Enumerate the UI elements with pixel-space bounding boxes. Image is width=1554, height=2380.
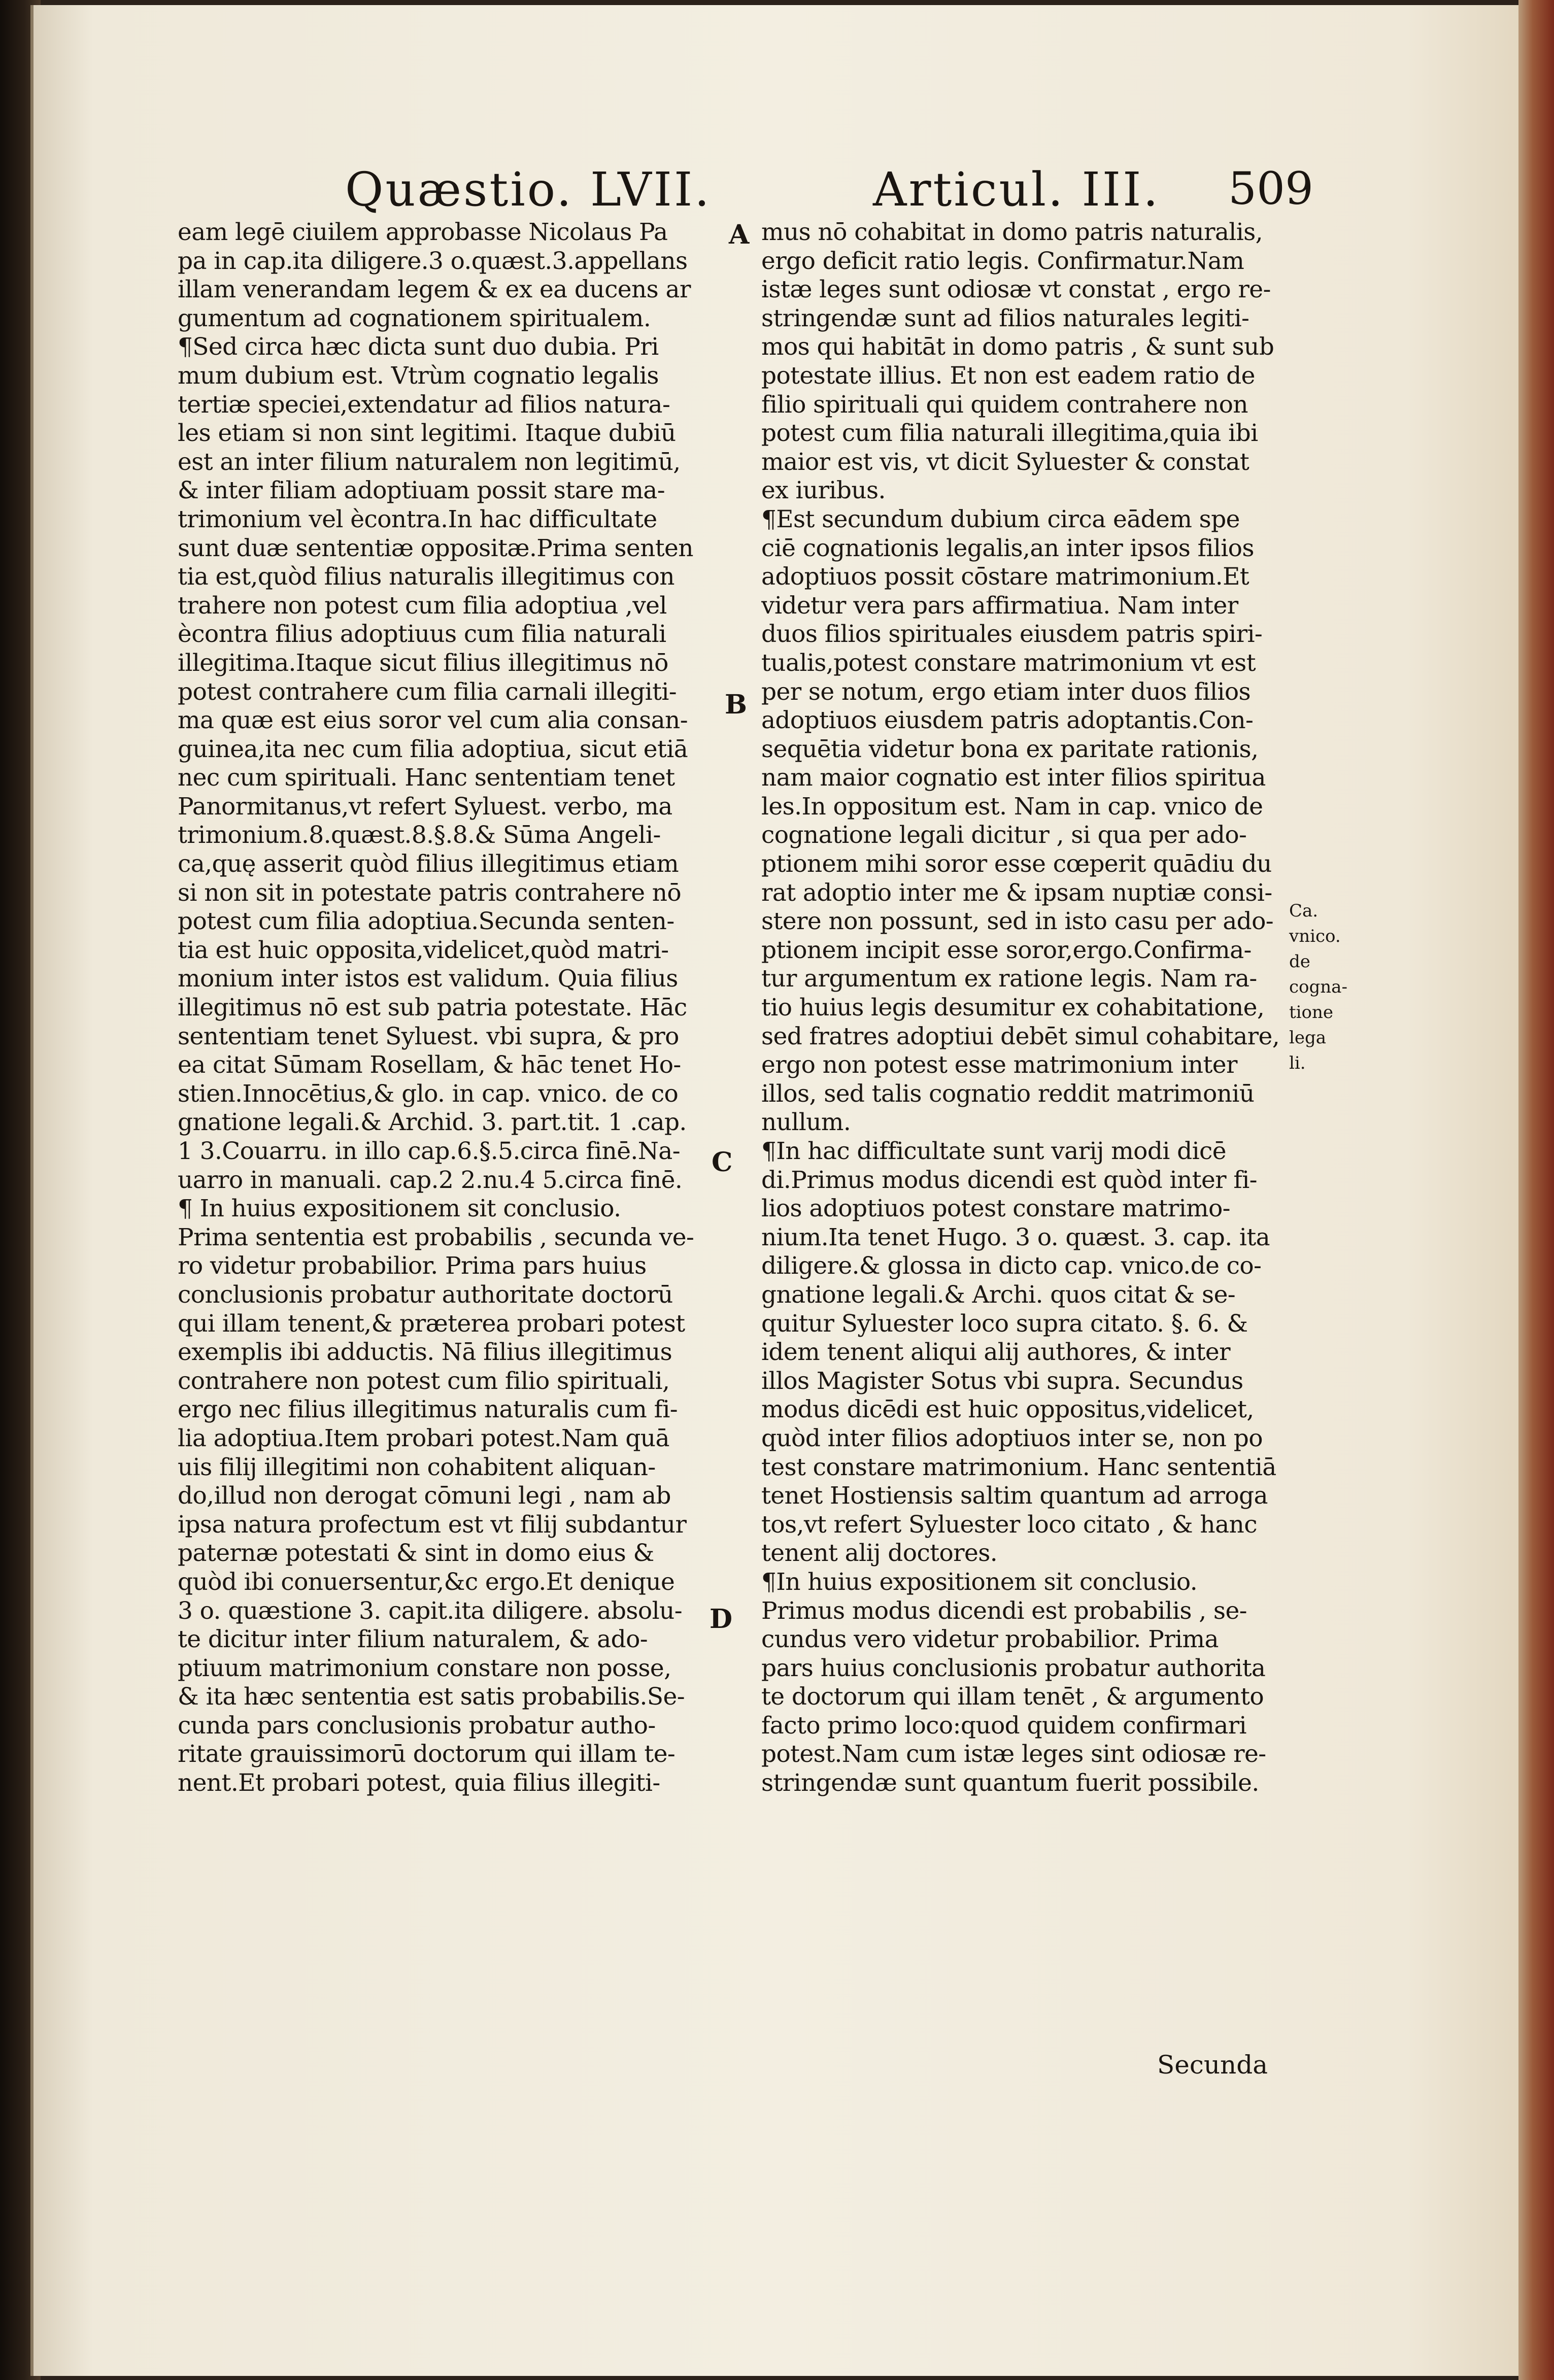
text-line: ex iuribus.: [761, 477, 886, 505]
text-line: tia est huic opposita,videlicet,quòd matri-: [178, 936, 669, 964]
text-line: sequētia videtur bona ex paritate rationis,: [761, 735, 1259, 763]
text-line: & inter filiam adoptiuam possit stare ma-: [178, 477, 665, 505]
text-line: ipsa natura profectum est vt filij subdantur: [178, 1510, 687, 1539]
text-line: est an inter filium naturalem non legitimū,: [178, 448, 681, 476]
text-line: si non sit in potestate patris contrahere nō: [178, 878, 682, 907]
marginal-line: de cogna-: [1289, 951, 1347, 997]
text-line: modus dicēdi est huic oppositus,videlicet,: [761, 1396, 1254, 1424]
text-line: gumentum ad cognationem spiritualem.: [178, 304, 651, 332]
text-line: lios adoptiuos potest constare matrimo-: [761, 1195, 1230, 1223]
text-line: tenent alij doctores.: [761, 1539, 998, 1568]
text-line: ea citat Sūmam Rosellam, & hāc tenet Ho-: [178, 1051, 681, 1079]
text-line: cognatione legali dicitur , si qua per ado-: [761, 821, 1247, 849]
text-line: ro videtur probabilior. Prima pars huius: [178, 1252, 647, 1280]
text-line: lia adoptiua.Item probari potest.Nam quā: [178, 1424, 669, 1452]
text-line: Prima sententia est probabilis , secunda ve-: [178, 1223, 694, 1251]
text-line: contrahere non potest cum filio spirituali,: [178, 1367, 670, 1395]
text-line: rat adoptio inter me & ipsam nuptiæ consi-: [761, 878, 1272, 907]
text-line: stringendæ sunt quantum fuerit possibile.: [761, 1769, 1259, 1797]
text-line: do,illud non derogat cōmuni legi , nam ab: [178, 1482, 671, 1510]
text-line: nec cum spirituali. Hanc sententiam tenet: [178, 764, 675, 792]
text-line: per se notum, ergo etiam inter duos filios: [761, 677, 1251, 706]
text-line: te dicitur inter filium naturalem, & ado-: [178, 1625, 648, 1654]
text-line: videtur vera pars affirmatiua. Nam inter: [761, 591, 1238, 620]
text-line: gnatione legali.& Archid. 3. part.tit. 1 .cap.: [178, 1108, 687, 1137]
text-line: ma quæ est eius soror vel cum alia consan-: [178, 706, 688, 735]
text-line: monium inter istos est validum. Quia filius: [178, 965, 678, 993]
section-marker-b: B: [725, 689, 747, 720]
text-line: exemplis ibi adductis. Nā filius illegitimus: [178, 1338, 672, 1367]
text-line: tualis,potest constare matrimonium vt est: [761, 649, 1256, 677]
text-line: ¶Sed circa hæc dicta sunt duo dubia. Pri: [178, 333, 659, 361]
text-line: illos Magister Sotus vbi supra. Secundus: [761, 1367, 1243, 1395]
text-line: 3 o. quæstione 3. capit.ita diligere. absolu-: [178, 1596, 682, 1625]
text-line: uarro in manuali. cap.2 2.nu.4 5.circa finē.: [178, 1166, 683, 1194]
marginal-note: [1289, 898, 1360, 1076]
text-line: quòd ibi conuersentur,&c ergo.Et denique: [178, 1568, 675, 1596]
text-line: stien.Innocētius,& glo. in cap. vnico. de co: [178, 1079, 679, 1108]
text-line: mum dubium est. Vtrùm cognatio legalis: [178, 361, 659, 390]
text-line: quòd inter filios adoptiuos inter se, non po: [761, 1424, 1263, 1452]
right-text-column: [761, 218, 1294, 1798]
text-line: ca,quę asserit quòd filius illegitimus etiam: [178, 850, 679, 878]
text-line: potest cum filia naturali illegitima,quia ibi: [761, 419, 1258, 448]
text-line: mos qui habitāt in domo patris , & sunt sub: [761, 333, 1274, 361]
text-line: cunda pars conclusionis probatur autho-: [178, 1711, 656, 1740]
page-number: 509: [1228, 162, 1313, 215]
text-line: paternæ potestati & sint in domo eius &: [178, 1539, 654, 1568]
text-line: istæ leges sunt odiosæ vt constat , ergo re-: [761, 276, 1271, 304]
header-question: Quæstio. LVII.: [345, 162, 712, 217]
text-line: conclusionis probatur authoritate doctorū: [178, 1280, 673, 1309]
text-line: ritate grauissimorū doctorum qui illam te-: [178, 1740, 675, 1769]
text-line: trimonium.8.quæst.8.§.8.& Sūma Angeli-: [178, 821, 661, 849]
text-line: sunt duæ sententiæ oppositæ.Prima senten: [178, 534, 693, 562]
text-line: illegitima.Itaque sicut filius illegitimus nō: [178, 649, 668, 677]
text-line: uis filij illegitimi non cohabitent aliquan-: [178, 1453, 656, 1481]
text-line: trimonium vel ècontra.In hac difficultate: [178, 505, 657, 533]
text-line: ptionem incipit esse soror,ergo.Confirma-: [761, 936, 1252, 964]
text-line: guinea,ita nec cum filia adoptiua, sicut etiā: [178, 735, 688, 763]
text-line: ciē cognationis legalis,an inter ipsos filios: [761, 534, 1254, 562]
text-line: idem tenent aliqui alij authores, & inter: [761, 1338, 1231, 1367]
text-line: cundus vero videtur probabilior. Prima: [761, 1625, 1219, 1654]
text-line: ¶In huius expositionem sit conclusio.: [761, 1568, 1198, 1596]
text-line: facto primo loco:quod quidem confirmari: [761, 1711, 1246, 1740]
text-line: tertiæ speciei,extendatur ad filios natura-: [178, 390, 670, 419]
text-line: ptionem mihi soror esse cœperit quādiu du: [761, 850, 1272, 878]
text-line: sed fratres adoptiui debēt simul cohabitare,: [761, 1022, 1280, 1050]
text-line: ècontra filius adoptiuus cum filia naturali: [178, 620, 666, 649]
text-line: Primus modus dicendi est probabilis , se-: [761, 1596, 1247, 1625]
text-line: ergo nec filius illegitimus naturalis cum fi-: [178, 1396, 678, 1424]
text-line: potest contrahere cum filia carnali illegiti-: [178, 677, 677, 706]
text-line: Panormitanus,vt refert Syluest. verbo, ma: [178, 792, 672, 821]
text-line: ergo deficit ratio legis. Confirmatur.Nam: [761, 247, 1244, 275]
text-line: illam venerandam legem & ex ea ducens ar: [178, 276, 691, 304]
text-line: 1 3.Couarru. in illo cap.6.§.5.circa finē.Na-: [178, 1137, 680, 1165]
text-line: tio huius legis desumitur ex cohabitatione,: [761, 994, 1265, 1022]
text-line: les.In oppositum est. Nam in cap. vnico de: [761, 792, 1263, 821]
text-line: tia est,quòd filius naturalis illegitimus con: [178, 563, 674, 591]
text-line: filio spirituali qui quidem contrahere non: [761, 390, 1248, 419]
text-line: duos filios spirituales eiusdem patris spiri-: [761, 620, 1263, 649]
page-edge: [1518, 0, 1554, 2380]
text-line: diligere.& glossa in dicto cap. vnico.de co-: [761, 1252, 1262, 1280]
text-line: te doctorum qui illam tenēt , & argumento: [761, 1683, 1264, 1711]
text-line: nent.Et probari potest, quia filius illegiti-: [178, 1769, 660, 1797]
text-line: pa in cap.ita diligere.3 o.quæst.3.appellans: [178, 247, 688, 275]
marginal-line: tione lega: [1289, 1002, 1334, 1048]
text-line: ergo non potest esse matrimonium inter: [761, 1051, 1237, 1079]
marginal-line: Ca. vnico.: [1289, 901, 1341, 946]
marginal-line: li.: [1289, 1053, 1306, 1073]
left-text-column: [178, 218, 726, 1798]
text-line: eam legē ciuilem approbasse Nicolaus Pa: [178, 218, 668, 246]
text-line: potestate illius. Et non est eadem ratio de: [761, 361, 1255, 390]
text-line: potest cum filia adoptiua.Secunda senten-: [178, 907, 674, 936]
text-line: tur argumentum ex ratione legis. Nam ra-: [761, 965, 1257, 993]
text-line: illos, sed talis cognatio reddit matrimoniū: [761, 1079, 1255, 1108]
text-line: les etiam si non sint legitimi. Itaque dubiū: [178, 419, 676, 448]
text-line: ¶Est secundum dubium circa eādem spe: [761, 505, 1240, 533]
text-line: & ita hæc sententia est satis probabilis.Se-: [178, 1683, 685, 1711]
text-line: stere non possunt, sed in isto casu per ado-: [761, 907, 1274, 936]
text-line: nam maior cognatio est inter filios spiritua: [761, 764, 1266, 792]
header-article: Articul. III.: [873, 162, 1160, 217]
text-line: tenet Hostiensis saltim quantum ad arroga: [761, 1482, 1268, 1510]
text-line: tos,vt refert Syluester loco citato , & hanc: [761, 1510, 1257, 1539]
text-line: potest.Nam cum istæ leges sint odiosæ re-: [761, 1740, 1266, 1769]
catchword: Secunda: [1157, 2050, 1268, 2080]
text-line: pars huius conclusionis probatur authorita: [761, 1654, 1266, 1682]
text-line: mus nō cohabitat in domo patris naturalis,: [761, 218, 1263, 246]
text-line: di.Primus modus dicendi est quòd inter fi-: [761, 1166, 1257, 1194]
text-line: illegitimus nō est sub patria potestate. Hāc: [178, 994, 687, 1022]
running-header: [0, 152, 1554, 223]
text-line: ¶ In huius expositionem sit conclusio.: [178, 1195, 621, 1223]
text-line: ptiuum matrimonium constare non posse,: [178, 1654, 671, 1682]
text-line: trahere non potest cum filia adoptiua ,vel: [178, 591, 667, 620]
text-line: qui illam tenent,& præterea probari potest: [178, 1309, 685, 1338]
text-line: test constare matrimonium. Hanc sententiā: [761, 1453, 1276, 1481]
text-line: adoptiuos eiusdem patris adoptantis.Con-: [761, 706, 1254, 735]
section-marker-c: C: [712, 1147, 733, 1178]
text-line: stringendæ sunt ad filios naturales legiti-: [761, 304, 1249, 332]
text-line: adoptiuos possit cōstare matrimonium.Et: [761, 563, 1249, 591]
text-line: sententiam tenet Syluest. vbi supra, & pro: [178, 1022, 679, 1050]
text-line: maior est vis, vt dicit Syluester & constat: [761, 448, 1249, 476]
text-line: gnatione legali.& Archi. quos citat & se-: [761, 1280, 1236, 1309]
text-line: ¶In hac difficultate sunt varij modi dicē: [761, 1137, 1226, 1165]
section-marker-a: A: [729, 219, 750, 250]
text-line: nullum.: [761, 1108, 851, 1137]
section-marker-d: D: [710, 1604, 733, 1635]
text-line: quitur Syluester loco supra citato. §. 6. &: [761, 1309, 1248, 1338]
text-line: nium.Ita tenet Hugo. 3 o. quæst. 3. cap. ita: [761, 1223, 1270, 1251]
